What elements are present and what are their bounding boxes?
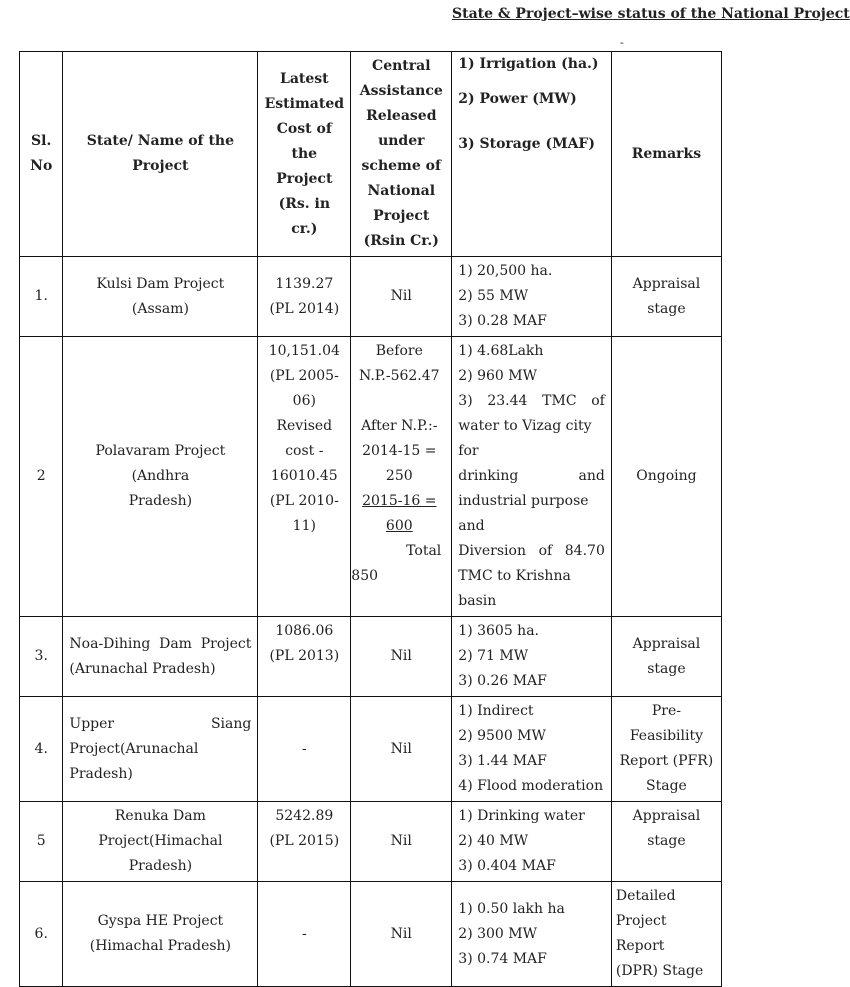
row-project-name: Gyspa HE Project (Himachal Pradesh) [63, 882, 258, 987]
row-remarks: Ongoing [611, 337, 721, 617]
row-cost: 1139.27 (PL 2014) [258, 257, 351, 337]
row-sl: 3. [20, 617, 63, 697]
row-cost: 1086.06 (PL 2013) [258, 617, 351, 697]
row-sl: 1. [20, 257, 63, 337]
row-benefits: 1) 20,500 ha. 2) 55 MW 3) 0.28 MAF [452, 257, 612, 337]
row-cost: - [258, 697, 351, 802]
row-remarks: Appraisal stage [611, 257, 721, 337]
row-assistance: Before N.P.-562.47 After N.P.:- 2014-15 = 250 2015-16 = 600 Total 850 [351, 337, 452, 617]
row-cost: 10,151.04 (PL 2005- 06) Revised cost - 16010.45 (PL 2010- 11) [258, 337, 351, 617]
row-assistance: Nil [351, 697, 452, 802]
row-benefits: 1) Drinking water 2) 40 MW 3) 0.404 MAF [452, 802, 612, 882]
row-cost: 5242.89 (PL 2015) [258, 802, 351, 882]
table-row [20, 697, 722, 802]
row-project-name: Kulsi Dam Project (Assam) [63, 257, 258, 337]
row-remarks: Detailed Project Report (DPR) Stage [611, 882, 721, 987]
table-row [20, 257, 722, 337]
row-benefits: 1) 0.50 lakh ha 2) 300 MW 3) 0.74 MAF [452, 882, 612, 987]
page-title: State & Project–wise status of the National Project [452, 6, 850, 22]
row-cost: - [258, 882, 351, 987]
row-benefits: 1) 4.68Lakh 2) 960 MW 3) 23.44 TMC of water to Vizag city for drinking and industrial purpose and Diversion of 84.70 TMC to Krishna basin [452, 337, 612, 617]
row-benefits: 1) 3605 ha. 2) 71 MW 3) 0.26 MAF [452, 617, 612, 697]
row-benefits: 1) Indirect 2) 9500 MW 3) 1.44 MAF 4) Flood moderation [452, 697, 612, 802]
table-row [20, 617, 722, 697]
row-assistance: Nil [351, 882, 452, 987]
row-assistance: Nil [351, 802, 452, 882]
row-remarks: Appraisal stage [611, 802, 721, 882]
header-sl: Sl. No [20, 52, 63, 257]
row-assistance: Nil [351, 617, 452, 697]
header-assistance: Central Assistance Released under scheme of National Project (Rsin Cr.) [351, 52, 452, 257]
header-row [20, 52, 722, 257]
header-cost: Latest Estimated Cost of the Project (Rs. in cr.) [258, 52, 351, 257]
row-project-name: Noa-Dihing Dam Project (Arunachal Pradesh) [63, 617, 258, 697]
row-project-name: Upper Siang Project(Arunachal Pradesh) [63, 697, 258, 802]
row-sl: 4. [20, 697, 63, 802]
row-project-name: Renuka Dam Project(Himachal Pradesh) [63, 802, 258, 882]
header-name: State/ Name of the Project [63, 52, 258, 257]
row-remarks: Appraisal stage [611, 617, 721, 697]
header-remarks: Remarks [611, 52, 721, 257]
projects-table [19, 51, 722, 987]
row-sl: 5 [20, 802, 63, 882]
dash-mark: - [620, 36, 624, 49]
row-project-name: Polavaram Project (Andhra Pradesh) [63, 337, 258, 617]
header-benefits: 1) Irrigation (ha.) 2) Power (MW) 3) Storage (MAF) [452, 52, 612, 257]
table-row [20, 882, 722, 987]
table-row [20, 337, 722, 617]
table-row [20, 802, 722, 882]
row-sl: 6. [20, 882, 63, 987]
row-remarks: Pre- Feasibility Report (PFR) Stage [611, 697, 721, 802]
row-assistance: Nil [351, 257, 452, 337]
row-sl: 2 [20, 337, 63, 617]
